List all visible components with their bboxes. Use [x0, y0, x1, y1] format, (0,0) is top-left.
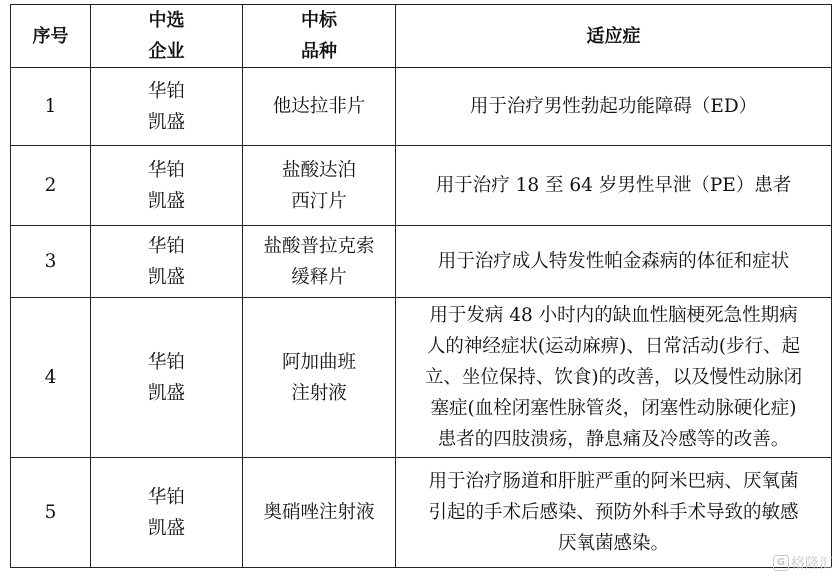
header-indication: 适应症: [396, 5, 832, 68]
cell-no: 2: [11, 146, 91, 226]
cell-company: 华铂 凯盛: [91, 226, 243, 298]
cell-indication: 用于治疗男性勃起功能障碍（ED）: [396, 68, 832, 146]
cell-indication: 用于治疗肠道和肝脏严重的阿米巴病、厌氧菌 引起的手术后感染、预防外科手术导致的敏感 厌氧菌感染。: [396, 458, 832, 568]
header-product: 中标 品种: [243, 5, 396, 68]
cell-product: 阿加曲班 注射液: [243, 298, 396, 458]
cell-no: 4: [11, 298, 91, 458]
cell-company: 华铂 凯盛: [91, 68, 243, 146]
watermark-logo-icon: G: [773, 555, 789, 571]
table-header-row: [11, 5, 832, 68]
table-row: [11, 226, 832, 298]
cell-company: 华铂 凯盛: [91, 298, 243, 458]
cell-company: 华铂 凯盛: [91, 458, 243, 568]
table-row: [11, 68, 832, 146]
cell-no: 1: [11, 68, 91, 146]
cell-product: 盐酸达泊 西汀片: [243, 146, 396, 226]
header-no: 序号: [11, 5, 91, 68]
cell-product: 奥硝唑注射液: [243, 458, 396, 568]
cell-indication: 用于治疗成人特发性帕金森病的体征和症状: [396, 226, 832, 298]
table-row: [11, 298, 832, 458]
cell-company: 华铂 凯盛: [91, 146, 243, 226]
cell-no: 5: [11, 458, 91, 568]
table-row: [11, 458, 832, 568]
cell-indication: 用于发病 48 小时内的缺血性脑梗死急性期病 人的神经症状(运动麻痹)、日常活动(步行、起 立、坐位保持、饮食)的改善，以及慢性动脉闭 塞症(血栓闭塞性脉管炎，闭塞性动脉硬化症) 患者的四肢溃疡，静息痛及冷感等的改善。: [396, 298, 832, 458]
cell-indication: 用于治疗 18 至 64 岁男性早泄（PE）患者: [396, 146, 832, 226]
watermark-text: 格隆汇: [791, 556, 833, 572]
product-table: [10, 4, 832, 568]
table-row: [11, 146, 832, 226]
watermark: [773, 553, 833, 573]
cell-no: 3: [11, 226, 91, 298]
cell-product: 他达拉非片: [243, 68, 396, 146]
header-company: 中选 企业: [91, 5, 243, 68]
cell-product: 盐酸普拉克索 缓释片: [243, 226, 396, 298]
